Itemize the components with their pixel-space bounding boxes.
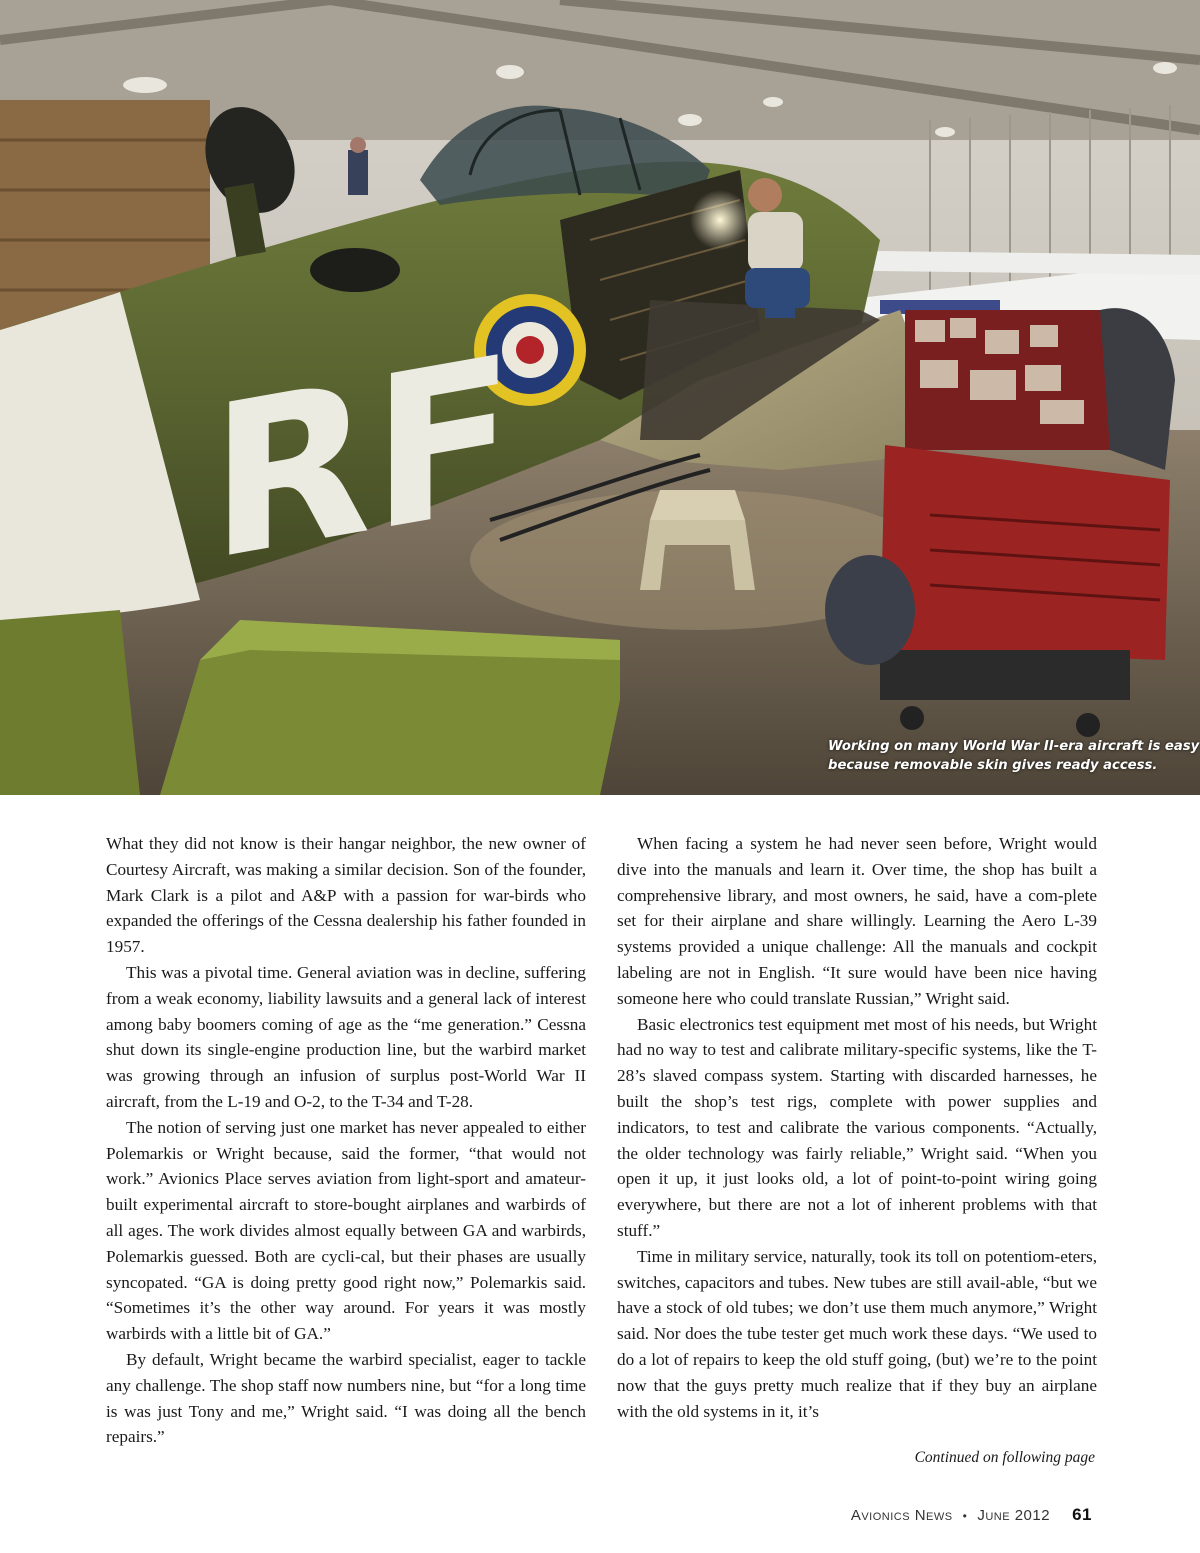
- issue-date: June 2012: [977, 1507, 1051, 1524]
- paragraph: When facing a system he had never seen before, Wright would dive into the manuals and learn it. Over time, the shop has built a comprehensive library, and most owners, he said, have a com-plete set for their airplane and share willingly. Learning the Aero L-39 systems provided a unique challenge: All the manuals and cockpit labeling are not in English. “It sure would have been nice having someone here who could translate Russian,” Wright said.: [617, 834, 1097, 1008]
- right-column: [617, 831, 1097, 1424]
- paragraph: What they did not know is their hangar neighbor, the new owner of Courtesy Aircraft, was making a similar decision. Son of the founder, Mark Clark is a pilot and A&P with a passion for war-birds who expanded the offerings of the Cessna dealership his father founded in 1957.: [106, 834, 586, 957]
- publication-name: Avionics News: [850, 1507, 953, 1524]
- paragraph: This was a pivotal time. General aviation was in decline, suffering from a weak economy, liability lawsuits and a general lack of interest among baby boomers coming of age as the “me generation.” Cessna shut down its single-engine production line, but the warbird market was growing through an infusion of surplus post-World War II aircraft, from the L-19 and O-2, to the T-34 and T-28.: [106, 962, 586, 1111]
- paragraph: By default, Wright became the warbird specialist, eager to tackle any challenge. The shop staff now numbers nine, but “for a long time is was just Tony and me,” Wright said. “I was doing all the bench repairs.”: [106, 1349, 586, 1447]
- footer-separator: •: [962, 1509, 968, 1523]
- paragraph: Time in military service, naturally, took its toll on potentiom-eters, switches, capacitors and tubes. New tubes are still avail-able, “but we have a stock of old tubes; we don’t use them much anymore,” Wright said. Nor does the tube tester get much work these days. “We used to do a lot of repairs to keep the old stuff going, (but) we’re to the point now that the guys pretty much realize that if they buy an airplane with the old systems in it, it’s: [617, 1246, 1097, 1421]
- continued-note: Continued on following page: [914, 1449, 1095, 1466]
- photo-caption: [828, 737, 1200, 775]
- page-number: 61: [1072, 1505, 1092, 1524]
- left-column: [106, 831, 586, 1450]
- paragraph: Basic electronics test equipment met most of his needs, but Wright had no way to test and calibrate military-specific systems, like the T-28’s slaved compass system. Starting with discarded harnesses, he built the shop’s test rigs, complete with power supplies and indicators, to test and calibrate the various components. “Actually, the older technology was fairly reliable,” Wright said. “When you open it up, it just looks old, a lot of point-to-point wiring going everywhere, but there are not a lot of inherent problems with that stuff.”: [617, 1014, 1097, 1240]
- paragraph: The notion of serving just one market has never appealed to either Polemarkis or Wright because, said the former, “that would not work.” Avionics Place serves aviation from light-sport and amateur-built experimental aircraft to store-bought airplanes and warbirds of all ages. The work divides almost equally between GA and warbirds, Polemarkis guessed. Both are cycli-cal, but their phases are usually syncopated. “GA is doing pretty good right now,” Polemarkis said. “Sometimes it’s the other way around. For years it was mostly warbirds with a little bit of GA.”: [106, 1117, 586, 1344]
- caption-line-1: Working on many World War II-era aircraft is easy: [828, 739, 1200, 754]
- caption-line-2: because removable skin gives ready access.: [828, 758, 1158, 773]
- page-footer: [851, 1505, 1092, 1525]
- fuselage-letters: RF: [210, 309, 516, 608]
